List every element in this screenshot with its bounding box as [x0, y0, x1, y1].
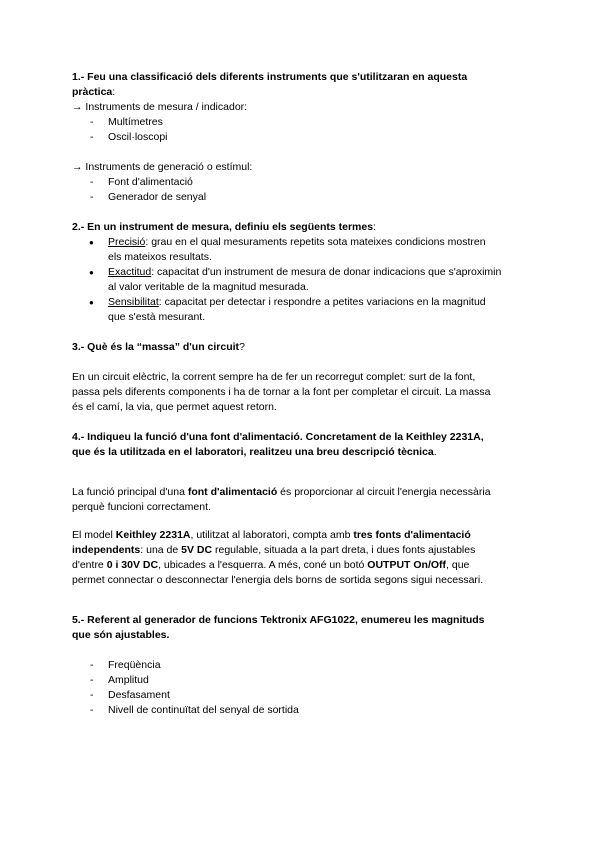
question-1-title [72, 70, 532, 100]
text-run: El model [72, 529, 116, 541]
question-4-tail: . [433, 446, 437, 458]
text-run: , que [446, 559, 470, 571]
list-item: - Desfasament [72, 688, 532, 703]
list-item: - Oscil·loscopi [72, 130, 532, 145]
question-2-tail: : [373, 221, 376, 233]
text-run: permet connectar o desconnectar l'energia dels borns de sortida segons sigui necessari. [72, 574, 484, 586]
question-3-tail: ? [239, 341, 245, 353]
text-run: perquè funcioni correctament. [72, 501, 211, 513]
text-run-bold: independents [72, 544, 141, 556]
list-item: - Nivell de continuïtat del senyal de sortida [72, 703, 532, 718]
question-5-title-line2: que són ajustables. [72, 629, 170, 641]
term-exactitud [72, 265, 532, 295]
list-item: - Amplitud [72, 673, 532, 688]
text-run-bold: Keithley 2231A [115, 529, 191, 541]
question-4-paragraph-1 [72, 485, 532, 515]
text-run-bold: OUTPUT On/Off [367, 559, 447, 571]
term-sensibilitat [72, 295, 532, 325]
group-generation-list [72, 175, 532, 205]
text-run-bold: 5V DC [181, 544, 213, 556]
question-3-title [72, 340, 532, 355]
question-4-title [72, 430, 532, 460]
document-page [72, 70, 532, 718]
group-generation-label: → Instruments de generació o estímul: [72, 161, 253, 173]
term-definition-cont: que s'està mesurant. [108, 311, 206, 323]
list-item: - Freqüència [72, 658, 532, 673]
answer-line: En un circuit elèctric, la corrent sempre ha de fer un recorregut complet: surt de la font, [72, 371, 476, 383]
text-run: , ubicades a l'esquerra. A més, coné un botó [158, 559, 368, 571]
list-item: - Multímetres [72, 115, 532, 130]
question-4-title-line1: 4.- Indiqueu la funció d'una font d'alimentació. Concretament de la Keithley 2231A, [72, 431, 484, 443]
list-item: - Font d'alimentació [72, 175, 532, 190]
question-5-title-line1: 5.- Referent al generador de funcions Tektronix AFG1022, enumereu les magnituds [72, 614, 485, 626]
term-precisio [72, 235, 532, 265]
text-run-bold: tres fonts d'alimentació [353, 529, 471, 541]
term-label: Precisió [108, 236, 146, 248]
term-definition: : capacitat per detectar i respondre a petites variacions en la magnitud [158, 296, 486, 308]
question-3-answer [72, 370, 532, 415]
question-1-title-line2: pràctica [72, 86, 113, 98]
term-definition: : capacitat d'un instrument de mesura de donar indicacions que s'aproximin [151, 266, 502, 278]
question-4-paragraph-2 [72, 528, 532, 588]
term-definition-cont: al valor veritable de la magnitud mesurada. [108, 281, 309, 293]
question-2-title-text: 2.- En un instrument de mesura, definiu els següents termes [72, 221, 374, 233]
question-1-tail: : [112, 86, 116, 98]
term-definition-cont: els mateixos resultats. [108, 251, 212, 263]
question-3-title-text: 3.- Què és la “massa” d'un circuit [72, 341, 240, 353]
adjustable-magnitudes-list [72, 658, 532, 718]
terms-list [72, 235, 532, 325]
term-definition: : grau en el qual mesuraments repetits sota mateixes condicions mostren [145, 236, 486, 248]
term-label: Sensibilitat [108, 296, 159, 308]
question-5-title [72, 613, 532, 643]
text-run: d'entre [72, 559, 107, 571]
text-run-bold: font d'alimentació [187, 486, 278, 498]
text-run: La funció principal d'una [72, 486, 188, 498]
question-2-title [72, 220, 532, 235]
term-label: Exactitud [108, 266, 152, 278]
text-run: : una de [140, 544, 182, 556]
question-4-title-line2: que és la utilitzada en el laboratori, realitzeu una breu descripció tècnica [72, 446, 434, 458]
group-measure-label: → Instruments de mesura / indicador: [72, 101, 248, 113]
answer-line: passa pels diferents components i ha de tornar a la font per completar el circuit. La massa [72, 386, 491, 398]
answer-line: és el camí, la via, que permet aquest retorn. [72, 401, 277, 413]
text-run: és proporcionar al circuit l'energia necessària [277, 486, 491, 498]
text-run: , utilitzat al laboratori, compta amb [190, 529, 354, 541]
list-item: - Generador de senyal [72, 190, 532, 205]
question-1-title-line1: 1.- Feu una classificació dels diferents instruments que s'utilitzaran en aquesta [72, 71, 468, 83]
text-run: regulable, situada a la part dreta, i dues fonts ajustables [212, 544, 476, 556]
text-run-bold: 0 i 30V DC [106, 559, 159, 571]
group-measure-list [72, 115, 532, 145]
